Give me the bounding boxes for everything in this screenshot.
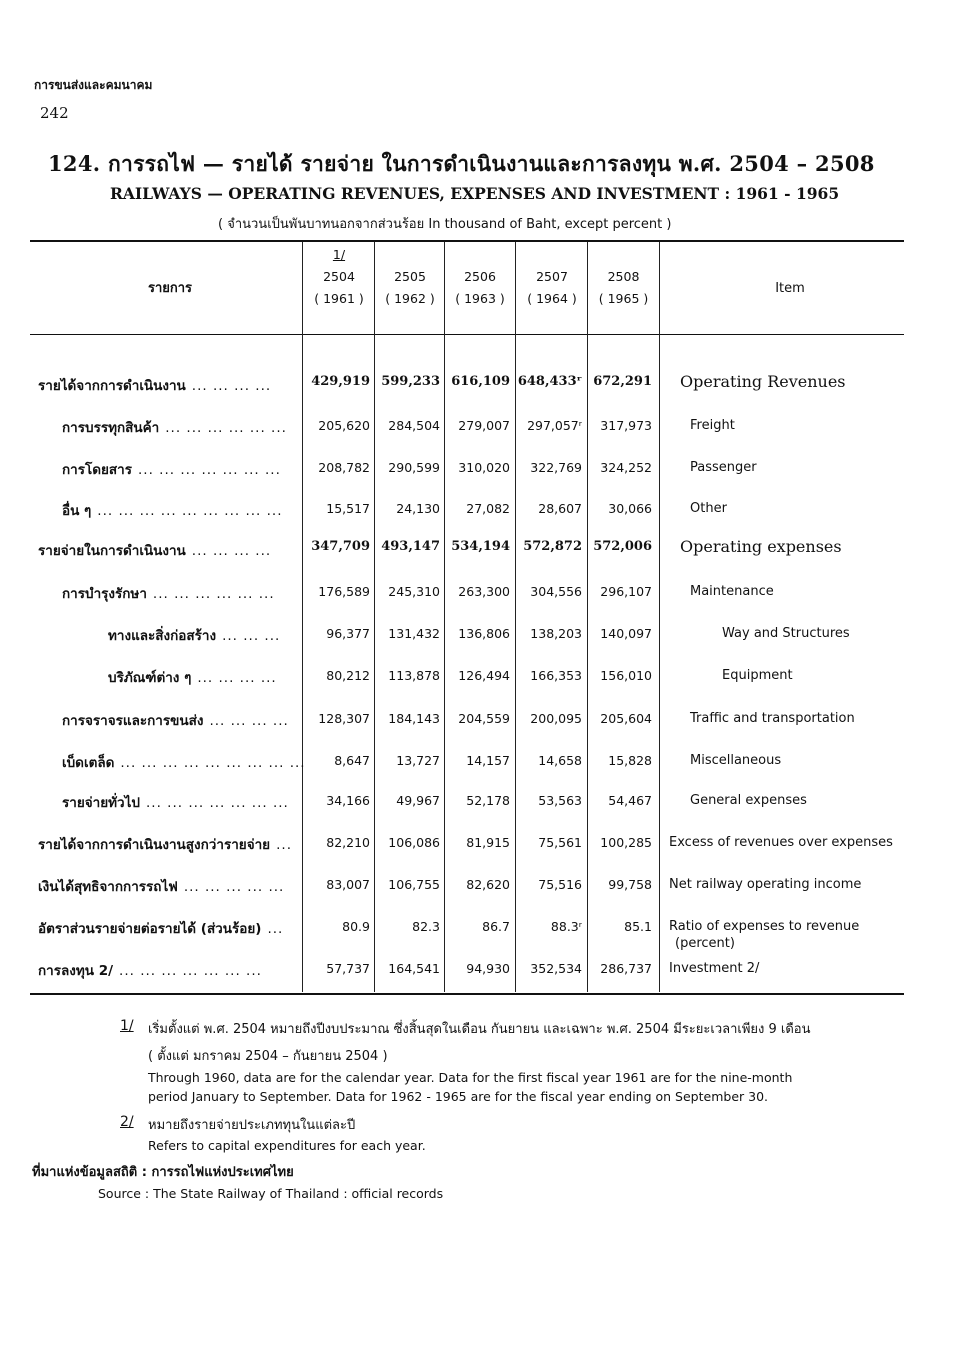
row-label-text: เงินได้สุทธิจากการรถไฟ <box>38 879 178 895</box>
row-label-thai <box>62 458 281 480</box>
footnote-1-mark: 1/ <box>120 1018 134 1034</box>
footnote-2-thai: หมายถึงรายจ่ายประเภททุนในแต่ละปี <box>148 1118 356 1133</box>
header-item-english: Item <box>775 281 805 296</box>
table-cell: 140,097 <box>600 626 652 641</box>
leader-dots: ... ... ... ... <box>191 543 272 559</box>
table-title-thai: 124. การรถไฟ — รายได้ รายจ่าย ในการดำเนินงานและการลงทุน พ.ศ. 2504 – 2508 <box>48 151 875 176</box>
col-year-ce: ( 1965 ) <box>598 291 649 306</box>
table-cell: 24,130 <box>396 501 440 516</box>
row-label-thai <box>62 709 289 731</box>
table-cell: 100,285 <box>600 835 652 850</box>
row-label-thai <box>62 791 289 813</box>
row-label-thai <box>38 833 292 855</box>
row-label-english-cont: (percent) <box>675 936 735 951</box>
table-cell: 54,467 <box>608 793 652 808</box>
table-cell: 136,806 <box>458 626 510 641</box>
table-cell: 8,647 <box>334 753 370 768</box>
row-label-english: Operating Revenues <box>680 372 846 391</box>
table-cell: 263,300 <box>458 584 510 599</box>
row-label-text: การบรรทุกสินค้า <box>62 420 160 436</box>
row-label-text: เบ็ดเตล็ด <box>62 755 115 771</box>
table-cell: 304,556 <box>530 584 582 599</box>
table-cell: 75,516 <box>538 877 582 892</box>
table-cell: 126,494 <box>458 668 510 683</box>
row-label-thai <box>62 416 287 438</box>
row-label-english: Other <box>690 501 727 516</box>
row-label-text: รายจ่ายในการดำเนินงาน <box>38 543 186 559</box>
row-label-thai <box>108 624 280 646</box>
row-label-thai <box>38 959 262 981</box>
table-cell: 49,967 <box>396 793 440 808</box>
header-col-2504 <box>304 266 374 310</box>
col-year-ce: ( 1962 ) <box>385 291 435 306</box>
table-cell: 30,066 <box>608 501 652 516</box>
table-cell: 80.9 <box>342 919 370 934</box>
row-label-thai <box>38 875 284 897</box>
row-label-english: General expenses <box>690 793 807 808</box>
table-cell: 204,559 <box>458 711 510 726</box>
table-cell: 52,178 <box>466 793 510 808</box>
row-label-english: Way and Structures <box>722 626 850 641</box>
leader-dots: ... ... ... ... <box>209 713 289 729</box>
table-cell: 113,878 <box>388 668 440 683</box>
table-cell: 200,095 <box>530 711 582 726</box>
col-year-be: 2506 <box>464 269 496 284</box>
header-footnote-1: 1/ <box>332 247 346 262</box>
table-cell: 156,010 <box>600 668 652 683</box>
row-label-text: การจราจรและการขนส่ง <box>62 713 204 729</box>
leader-dots: ... ... ... ... ... ... <box>152 586 275 602</box>
table-cell: 82.3 <box>412 919 440 934</box>
table-top-rule <box>30 240 904 242</box>
table-title-english: RAILWAYS — OPERATING REVENUES, EXPENSES AND INVESTMENT : 1961 - 1965 <box>110 184 840 203</box>
footnote-1-thai-range: ( ตั้งแต่ มกราคม 2504 – กันยายน 2504 ) <box>148 1049 388 1064</box>
leader-dots: ... ... ... ... <box>197 670 277 686</box>
table-cell: 83,007 <box>326 877 370 892</box>
table-cell: 572,006 <box>593 539 652 554</box>
table-cell: 205,604 <box>600 711 652 726</box>
leader-dots: ... ... ... ... ... ... ... ... ... <box>97 503 283 519</box>
row-label-text: รายได้จากการดำเนินงานสูงกว่ารายจ่าย <box>38 837 271 853</box>
footnote-1-thai: เริ่มตั้งแต่ พ.ศ. 2504 หมายถึงปีงบประมาณ ซึ่งสิ้นสุดในเดือน กันยายน และเฉพาะ พ.ศ. 2504 มีระยะเวลาเพียง 9 เดือน <box>148 1022 811 1037</box>
row-label-english: Investment 2/ <box>669 961 760 976</box>
table-cell: 279,007 <box>458 418 510 433</box>
table-cell: 322,769 <box>530 460 582 475</box>
row-label-english: Equipment <box>722 668 793 683</box>
table-cell: 284,504 <box>388 418 440 433</box>
footnote-2-english: Refers to capital expenditures for each year. <box>148 1138 426 1153</box>
table-cell: 81,915 <box>466 835 510 850</box>
table-cell: 34,166 <box>326 793 370 808</box>
col-year-be: 2507 <box>536 269 568 284</box>
table-cell: 15,517 <box>326 501 370 516</box>
leader-dots: ... ... ... <box>222 628 281 644</box>
header-col-2507 <box>516 266 588 310</box>
column-separator <box>659 242 660 992</box>
header-col-2506 <box>445 266 515 310</box>
table-cell: 131,432 <box>388 626 440 641</box>
leader-dots: ... ... ... ... ... ... ... <box>119 963 262 979</box>
leader-dots: ... ... ... ... ... ... ... ... ... <box>120 755 306 771</box>
table-cell: 290,599 <box>388 460 440 475</box>
row-label-text: อื่น ๆ <box>62 503 92 519</box>
row-label-text: การโดยสาร <box>62 462 133 478</box>
table-cell: 184,143 <box>388 711 440 726</box>
row-label-english: Passenger <box>690 460 757 475</box>
leader-dots: ... ... ... ... ... <box>183 879 285 895</box>
table-cell: 310,020 <box>458 460 510 475</box>
table-cell: 164,541 <box>388 961 440 976</box>
row-label-text: การลงทุน 2/ <box>38 963 114 979</box>
table-cell: 429,919 <box>311 374 370 389</box>
footnote-1-english-line1: Through 1960, data are for the calendar year. Data for the first fiscal year 1961 are for the nine-month <box>148 1070 793 1085</box>
leader-dots: ... ... ... ... <box>191 378 272 394</box>
table-cell: 176,589 <box>318 584 370 599</box>
table-cell: 88.3ʳ <box>550 919 582 934</box>
table-cell: 534,194 <box>451 539 510 554</box>
table-cell: 138,203 <box>530 626 582 641</box>
table-cell: 99,758 <box>608 877 652 892</box>
table-cell: 648,433ʳ <box>517 374 582 389</box>
row-label-text: รายได้จากการดำเนินงาน <box>38 378 186 394</box>
col-year-be: 2504 <box>323 269 355 284</box>
table-cell: 75,561 <box>538 835 582 850</box>
header-col-2505 <box>375 266 445 310</box>
row-label-text: อัตราส่วนรายจ่ายต่อรายได้ (ส่วนร้อย) <box>38 921 262 937</box>
row-label-thai <box>62 582 275 604</box>
row-label-english: Maintenance <box>690 584 774 599</box>
table-cell: 15,828 <box>608 753 652 768</box>
row-label-english: Operating expenses <box>680 537 842 556</box>
col-year-be: 2508 <box>607 269 640 284</box>
leader-dots: ... ... ... ... ... ... ... <box>145 795 289 811</box>
table-cell: 347,709 <box>311 539 370 554</box>
footnote-1-english-line2: period January to September. Data for 1962 - 1965 are for the fiscal year ending on September 30. <box>148 1089 769 1104</box>
row-label-text: การบำรุงรักษา <box>62 586 147 602</box>
table-cell: 53,563 <box>538 793 582 808</box>
table-cell: 28,607 <box>538 501 582 516</box>
row-label-thai <box>38 539 271 561</box>
header-bottom-rule <box>30 334 904 335</box>
footnote-2-mark: 2/ <box>120 1114 134 1130</box>
table-cell: 96,377 <box>326 626 370 641</box>
row-label-text: บริภัณฑ์ต่าง ๆ <box>108 670 192 686</box>
leader-dots: ... <box>276 837 292 853</box>
table-cell: 286,737 <box>600 961 652 976</box>
table-cell: 80,212 <box>326 668 370 683</box>
row-label-thai <box>108 666 277 688</box>
leader-dots: ... ... ... ... ... ... <box>165 420 287 436</box>
page-section-header: การขนส่งและคมนาคม <box>34 78 153 92</box>
row-label-text: รายจ่ายทั่วไป <box>62 795 140 811</box>
table-cell: 572,872 <box>523 539 582 554</box>
page-number: 242 <box>40 104 69 122</box>
row-label-thai <box>38 917 283 939</box>
col-year-ce: ( 1964 ) <box>527 291 577 306</box>
table-bottom-rule <box>30 993 904 995</box>
table-cell: 205,620 <box>318 418 370 433</box>
header-item-thai: รายการ <box>147 281 193 296</box>
table-cell: 57,737 <box>326 961 370 976</box>
table-cell: 297,057ʳ <box>527 418 582 433</box>
row-label-english: Miscellaneous <box>690 753 782 768</box>
row-label-english: Ratio of expenses to revenue <box>669 919 860 934</box>
table-cell: 85.1 <box>624 919 652 934</box>
table-cell: 14,658 <box>538 753 582 768</box>
table-cell: 317,973 <box>600 418 652 433</box>
header-col-2508 <box>588 266 659 310</box>
table-cell: 106,086 <box>388 835 440 850</box>
table-cell: 166,353 <box>530 668 582 683</box>
table-cell: 352,534 <box>530 961 582 976</box>
col-year-ce: ( 1963 ) <box>455 291 505 306</box>
leader-dots: ... <box>267 921 284 937</box>
table-cell: 128,307 <box>318 711 370 726</box>
row-label-text: ทางและสิ่งก่อสร้าง <box>108 628 217 644</box>
table-cell: 599,233 <box>381 374 440 389</box>
table-cell: 324,252 <box>600 460 652 475</box>
table-cell: 296,107 <box>600 584 652 599</box>
table-cell: 13,727 <box>396 753 440 768</box>
row-label-thai <box>62 751 306 773</box>
table-cell: 616,109 <box>451 374 510 389</box>
table-cell: 86.7 <box>482 919 510 934</box>
source-thai: ที่มาแห่งข้อมูลสถิติ : การรถไฟแห่งประเทศไทย <box>32 1165 294 1180</box>
table-cell: 672,291 <box>593 374 652 389</box>
row-label-english: Net railway operating income <box>669 877 862 892</box>
source-english: Source : The State Railway of Thailand : official records <box>98 1186 444 1201</box>
leader-dots: ... ... ... ... ... ... ... <box>138 462 281 478</box>
table-cell: 82,210 <box>326 835 370 850</box>
row-label-english: Excess of revenues over expenses <box>669 835 893 850</box>
table-cell: 82,620 <box>466 877 510 892</box>
col-year-ce: ( 1961 ) <box>314 291 364 306</box>
table-cell: 94,930 <box>466 961 510 976</box>
col-year-be: 2505 <box>394 269 426 284</box>
row-label-english: Freight <box>690 418 735 433</box>
table-cell: 14,157 <box>466 753 510 768</box>
table-cell: 245,310 <box>388 584 440 599</box>
table-cell: 27,082 <box>466 501 510 516</box>
table-cell: 493,147 <box>381 539 440 554</box>
row-label-thai <box>38 374 271 396</box>
table-cell: 106,755 <box>388 877 440 892</box>
row-label-english: Traffic and transportation <box>690 711 855 726</box>
row-label-thai <box>62 499 283 521</box>
unit-note: ( จำนวนเป็นพันบาทนอกจากส่วนร้อย In thousand of Baht, except percent ) <box>218 217 672 232</box>
table-cell: 208,782 <box>318 460 370 475</box>
